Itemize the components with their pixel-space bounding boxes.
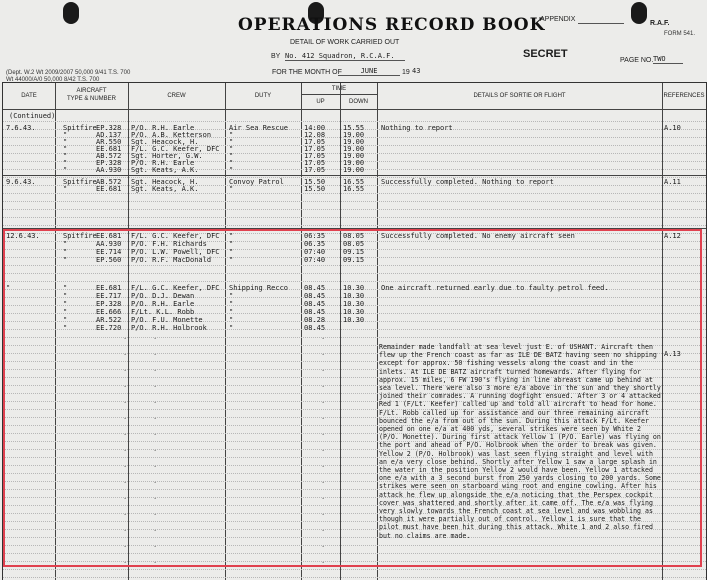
ditto-dot: . (153, 349, 164, 357)
cell-type: Spitfire (63, 124, 97, 132)
record-table (2, 82, 707, 580)
cell-type: " (63, 131, 68, 139)
cell-type: " (63, 300, 68, 308)
cell-crew: Sgt. Keats, A.K. (131, 166, 199, 174)
cell-duty: " (229, 292, 234, 300)
cell-type: " (63, 256, 68, 264)
cell-up: 08.45 (304, 324, 326, 332)
page-no-label: PAGE NO. (620, 57, 654, 64)
cell-duty: " (229, 316, 234, 324)
ditto-dot: . (153, 557, 164, 565)
binder-hole-icon (631, 2, 647, 24)
cell-num: AR.522 (96, 316, 122, 324)
cell-crew: P/O. R.H. Earle (131, 159, 195, 167)
cell-down: 19.00 (343, 145, 365, 153)
cell-num: EE.681 (96, 284, 122, 292)
col-header-date: DATE (21, 93, 37, 99)
cell-down: 10.30 (343, 284, 365, 292)
cell-up: 08.45 (304, 300, 326, 308)
continued-label: (Continued) (9, 112, 56, 120)
ditto-dot: . (321, 413, 332, 421)
col-header-duty: DUTY (254, 93, 272, 99)
form-ref-number: FORM 541. (664, 31, 696, 37)
cell-type: " (63, 159, 68, 167)
cell-crew: P/O. R.F. MacDonald (131, 256, 212, 264)
ditto-dot: . (153, 429, 164, 437)
ditto-dot: . (123, 381, 134, 389)
document-subtitle: DETAIL OF WORK CARRIED OUT (290, 39, 400, 46)
cell-crew: F/Lt. K.L. Robb (131, 308, 195, 316)
cell-crew: P/O. D.J. Dewan (131, 292, 195, 300)
cell-down: 10.30 (343, 300, 365, 308)
cell-duty: Convoy Patrol (229, 178, 284, 186)
cell-duty: " (229, 138, 234, 146)
form-ref-raf: R.A.F. (650, 20, 670, 27)
year-prefix: 19 (402, 69, 410, 76)
cell-duty: " (229, 152, 234, 160)
col-header-details: DETAILS OF SORTIE OR FLIGHT (473, 93, 566, 99)
year-value: 43 (412, 67, 421, 75)
cell-type: " (63, 145, 68, 153)
ditto-dot: . (123, 413, 134, 421)
cell-date: 7.6.43. (6, 124, 36, 132)
cell-crew: F/L. G.C. Keefer, DFC (131, 145, 220, 153)
cell-num: EE.717 (96, 292, 122, 300)
print-note: (Dept. W.2 Wt 2009/2007 50,000 9/41 T.S. 700 (6, 70, 131, 76)
cell-num: EE.681 (96, 185, 122, 193)
table-row (3, 308, 706, 316)
col-header-type-number: TYPE & NUMBER (66, 96, 116, 102)
cell-up: 06:35 (304, 232, 326, 240)
table-row (3, 240, 706, 248)
table-row (3, 292, 706, 300)
cell-duty: Air Sea Rescue (229, 124, 289, 132)
cell-crew: P/O. R.H. Earle (131, 300, 195, 308)
ditto-dot: . (153, 381, 164, 389)
cell-num: AD.137 (96, 131, 122, 139)
ditto-dot: . (123, 477, 134, 485)
cell-type: " (63, 316, 68, 324)
cell-duty: " (229, 159, 234, 167)
cell-type: " (63, 284, 68, 292)
cell-num: EE.666 (96, 308, 122, 316)
sortie-narrative: Remainder made landfall at sea level just E. of USHANT. Aircraft then flew up the French coast as far as ILE DE BATZ having seen no shipping except for approx. 50 fishing vessels along the coast and in the inlets. At ILE DE BATZ aircraft turned homewards. After flying for approx. 15 miles, 6 FW 190's flying in line abreast came up behind at sea level. There were also 3 more e/a above in the sun and they shortly joined their comrades. A running dogfight ensued. After 3 or 4 attacked Red 1 (F/Lt. Keefer) called up and told all aircraft to head for home. F/Lt. Robb called up for assistance and our three remaining aircraft bounced the e/a from out of the sun. During this attack F/Lt. Keefer opened on one e/a at 400 yds, several strikes were seen by White 2 (P/O. Monette). During first attack Yellow 1 (P/O. Earle) was flying on the port and ahead of P/O. Holbrook when the order to break was given. Yellow 2 (P/O. Holbrook) was last seen flying straight and level with an e/a very close behind. Shortly after Yellow 1 saw a large splash in the water in the position Yellow 2 would have been. Yellow 1 attacked one e/a with a 3 second burst from 250 yards closing to 200 yards. Some strikes were seen on starboard wing root and engine cowling. After his attack he flew up alongside the e/a noticing that the Perspex cockpit cover was shattered and shortly after it came off. The e/a was flying very slowly towards the French coast at sea level and was wobbling as though it were partially out of control. Yellow 1 is sure that the pilot must have been hit during this attack. White 1 and 2 also fired but no claims are made. (379, 343, 661, 540)
col-header-crew: CREW (167, 93, 186, 99)
cell-duty: " (229, 240, 234, 248)
cell-up: 17.05 (304, 138, 326, 146)
cell-type: " (63, 248, 68, 256)
unit-name: No. 412 Squadron, R.C.A.F. (285, 52, 405, 61)
cell-details: Successfully completed. Nothing to report (381, 178, 554, 186)
ditto-dot: . (321, 557, 332, 565)
cell-up: 15.50 (304, 185, 326, 193)
cell-down: 09.15 (343, 248, 365, 256)
cell-crew: P/O. A.B. Ketterson (131, 131, 212, 139)
cell-num: EP.328 (96, 300, 122, 308)
ditto-dot: . (123, 461, 134, 469)
continued-row (3, 112, 706, 120)
classification-label: SECRET (523, 48, 568, 60)
appendix-label: APPENDIX (540, 16, 576, 23)
cell-num: AA.930 (96, 166, 122, 174)
cell-crew: F/L. G.C. Keefer, DFC (131, 284, 220, 292)
cell-up: 07:40 (304, 248, 326, 256)
cell-duty: " (229, 232, 234, 240)
ditto-dot: . (321, 525, 332, 533)
table-row (3, 232, 706, 240)
table-row (3, 324, 706, 332)
cell-down: 15.55 (343, 124, 365, 132)
ditto-dot: . (123, 445, 134, 453)
ditto-dot: . (123, 429, 134, 437)
cell-duty: " (229, 324, 234, 332)
ditto-dot: . (321, 429, 332, 437)
ditto-dot: . (321, 349, 332, 357)
cell-type: " (63, 152, 68, 160)
document-title: OPERATIONS RECORD BOOK (238, 15, 546, 35)
cell-num: AB.572 (96, 178, 122, 186)
cell-type: " (63, 166, 68, 174)
ditto-dot: . (321, 461, 332, 469)
table-row (3, 256, 706, 264)
ditto-dot: . (321, 477, 332, 485)
cell-type: " (63, 138, 68, 146)
cell-type: Spitfire (63, 178, 97, 186)
cell-up: 17.05 (304, 152, 326, 160)
cell-date: " (6, 284, 11, 292)
cell-down: 16.55 (343, 185, 365, 193)
ditto-dot: . (153, 541, 164, 549)
ditto-dot: . (153, 461, 164, 469)
page-number: TWO (653, 55, 683, 64)
cell-num: EE.714 (96, 248, 122, 256)
cell-down: 10.30 (343, 292, 365, 300)
cell-crew: P/O. R.H. Earle (131, 124, 195, 132)
cell-type: " (63, 240, 68, 248)
ditto-dot: . (321, 541, 332, 549)
month-label: FOR THE MONTH OF (272, 69, 342, 76)
cell-num: AR.550 (96, 138, 122, 146)
cell-down: 16.55 (343, 178, 365, 186)
cell-num: EE.681 (96, 145, 122, 153)
cell-crew: F/L. G.C. Keefer, DFC (131, 232, 220, 240)
cell-up: 08.45 (304, 284, 326, 292)
table-row (3, 284, 706, 292)
ditto-dot: . (153, 445, 164, 453)
ditto-dot: . (321, 381, 332, 389)
cell-down: 08.05 (343, 240, 365, 248)
ditto-dot: . (123, 493, 134, 501)
cell-up: 08.45 (304, 308, 326, 316)
cell-up: 12.08 (304, 131, 326, 139)
cell-type: " (63, 324, 68, 332)
cell-down: 09.15 (343, 256, 365, 264)
cell-duty: " (229, 145, 234, 153)
cell-up: 15.50 (304, 178, 326, 186)
col-header-up: UP (316, 99, 325, 105)
cell-duty: " (229, 166, 234, 174)
ditto-dot: . (321, 365, 332, 373)
table-row (3, 316, 706, 324)
cell-type: " (63, 308, 68, 316)
ditto-dot: . (153, 397, 164, 405)
ditto-dot: . (153, 493, 164, 501)
cell-ref: A.11 (664, 178, 681, 186)
cell-num: EP.328 (96, 124, 122, 132)
ditto-dot: . (321, 493, 332, 501)
ditto-dot: . (321, 333, 332, 341)
cell-type: " (63, 185, 68, 193)
ditto-dot: . (321, 397, 332, 405)
cell-num: AB.572 (96, 152, 122, 160)
cell-crew: Sgt. Horter, G.W. (131, 152, 203, 160)
cell-up: 06.35 (304, 240, 326, 248)
cell-down: 10.30 (343, 308, 365, 316)
col-header-time: TIME (331, 86, 347, 92)
month-value: JUNE (338, 67, 400, 76)
cell-num: EP.560 (96, 256, 122, 264)
table-row (3, 248, 706, 256)
binder-hole-icon (63, 2, 79, 24)
ditto-dot: . (123, 541, 134, 549)
ditto-dot: . (153, 413, 164, 421)
cell-details: One aircraft returned early due to faulty petrol feed. (381, 284, 609, 292)
cell-duty: " (229, 256, 234, 264)
narrative-reference: A.13 (664, 350, 681, 358)
cell-up: 17.05 (304, 159, 326, 167)
cell-down: 10.30 (343, 316, 365, 324)
ditto-dot: . (123, 349, 134, 357)
cell-down: 19.00 (343, 166, 365, 174)
cell-down: 19.00 (343, 131, 365, 139)
cell-type: Spitfire (63, 232, 97, 240)
cell-down: 19.00 (343, 152, 365, 160)
cell-num: EE.681 (96, 232, 122, 240)
ditto-dot: . (153, 333, 164, 341)
ditto-dot: . (321, 445, 332, 453)
cell-duty: " (229, 131, 234, 139)
cell-up: 08.28 (304, 316, 326, 324)
cell-up: 14:00 (304, 124, 326, 132)
ditto-dot: . (123, 525, 134, 533)
ditto-dot: . (123, 557, 134, 565)
cell-crew: Sgt. Heacock, H. (131, 178, 199, 186)
cell-num: AA.930 (96, 240, 122, 248)
cell-duty: " (229, 300, 234, 308)
cell-duty: " (229, 248, 234, 256)
ditto-dot: . (153, 509, 164, 517)
appendix-line (578, 22, 624, 24)
cell-duty: " (229, 185, 234, 193)
cell-type: " (63, 292, 68, 300)
ditto-dot: . (123, 333, 134, 341)
cell-duty: " (229, 308, 234, 316)
cell-crew: P/O. F.U. Monette (131, 316, 203, 324)
cell-down: 19.00 (343, 159, 365, 167)
cell-down: 19.00 (343, 138, 365, 146)
by-label: BY (271, 53, 281, 60)
cell-crew: P/O. R.H. Holbrook (131, 324, 207, 332)
cell-crew: Sgt. Keats, A.K. (131, 185, 199, 193)
cell-up: 07:40 (304, 256, 326, 264)
print-note: Wt 44000/A/0 50,000 8/42 T.S. 700 (6, 77, 100, 83)
cell-date: 12.6.43. (6, 232, 40, 240)
ditto-dot: . (123, 397, 134, 405)
cell-crew: P/O. F.H. Richards (131, 240, 207, 248)
table-row (3, 300, 706, 308)
table-row (3, 185, 706, 193)
cell-ref: A.10 (664, 124, 681, 132)
cell-crew: P/O. L.W. Powell, DFC (131, 248, 220, 256)
cell-details: Successfully completed. No enemy aircraft seen (381, 232, 575, 240)
cell-duty: Shipping Recco (229, 284, 289, 292)
cell-up: 08.45 (304, 292, 326, 300)
ditto-dot: . (153, 365, 164, 373)
cell-details: Nothing to report (381, 124, 453, 132)
col-header-references: REFERENCES (663, 93, 705, 99)
cell-down: 08.05 (343, 232, 365, 240)
cell-date: 9.6.43. (6, 178, 36, 186)
col-header-down: DOWN (349, 99, 368, 105)
cell-up: 17.05 (304, 145, 326, 153)
ditto-dot: . (153, 477, 164, 485)
cell-num: EP.328 (96, 159, 122, 167)
cell-crew: Sgt. Heacock, H. (131, 138, 199, 146)
col-header-aircraft: AIRCRAFT (76, 88, 107, 94)
ditto-dot: . (321, 509, 332, 517)
ditto-dot: . (123, 365, 134, 373)
ditto-dot: . (153, 525, 164, 533)
cell-num: EE.720 (96, 324, 122, 332)
cell-ref: A.12 (664, 232, 681, 240)
cell-up: 17.05 (304, 166, 326, 174)
table-row (3, 166, 706, 174)
ditto-dot: . (123, 509, 134, 517)
